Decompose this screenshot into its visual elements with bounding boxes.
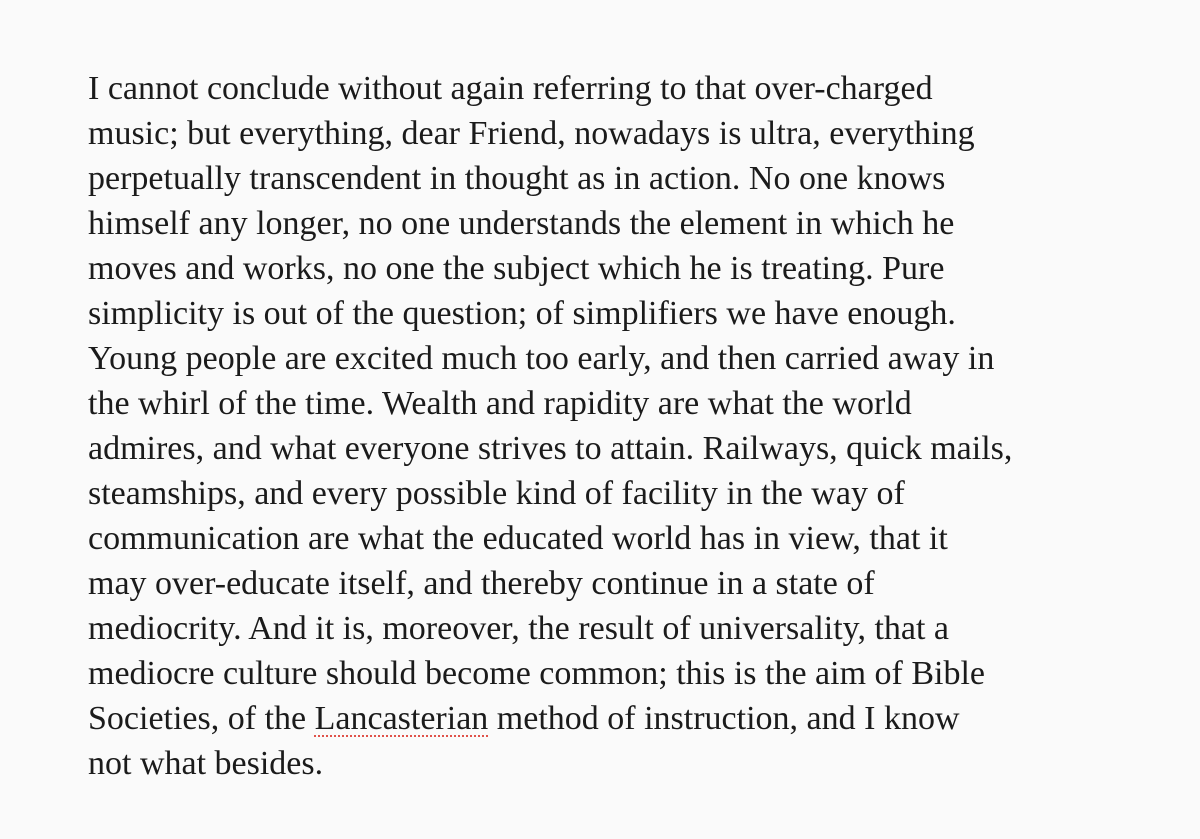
paragraph-line: mediocre culture should become common; this is the aim of Bible	[88, 655, 986, 692]
document-paragraph	[88, 66, 1148, 786]
line-text-after: method of instruction, and I know	[488, 700, 960, 737]
paragraph-line-with-flagged-word	[88, 696, 1148, 741]
paragraph-line: steamships, and every possible kind of facility in the way of	[88, 475, 905, 512]
spellcheck-flagged-word[interactable]: Lancasterian	[314, 700, 489, 737]
paragraph-line: I cannot conclude without again referring to that over-charged	[88, 70, 933, 107]
paragraph-line: Young people are excited much too early, and then carried away in	[88, 340, 995, 377]
line-text-before: Societies, of the	[88, 700, 315, 737]
paragraph-line: may over-educate itself, and thereby continue in a state of	[88, 565, 875, 602]
paragraph-line: not what besides.	[88, 745, 324, 782]
paragraph-line: himself any longer, no one understands the element in which he	[88, 205, 955, 242]
paragraph-line: admires, and what everyone strives to attain. Railways, quick mails,	[88, 430, 1013, 467]
paragraph-line: communication are what the educated world has in view, that it	[88, 520, 948, 557]
paragraph-line: simplicity is out of the question; of simplifiers we have enough.	[88, 295, 956, 332]
paragraph-line: perpetually transcendent in thought as in action. No one knows	[88, 160, 946, 197]
paragraph-line: moves and works, no one the subject which he is treating. Pure	[88, 250, 945, 287]
paragraph-line: music; but everything, dear Friend, nowadays is ultra, everything	[88, 115, 975, 152]
paragraph-line: mediocrity. And it is, moreover, the result of universality, that a	[88, 610, 950, 647]
paragraph-line: the whirl of the time. Wealth and rapidity are what the world	[88, 385, 912, 422]
